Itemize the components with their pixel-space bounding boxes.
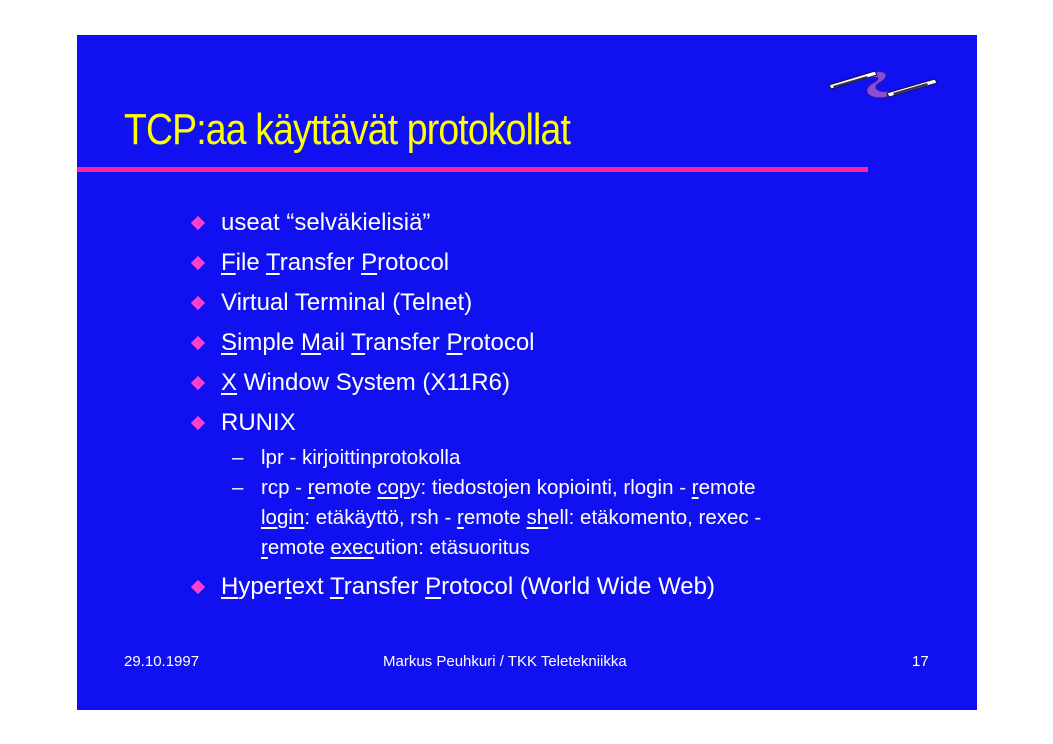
text-segment: rotocol — [377, 249, 450, 276]
bullet-list — [190, 203, 761, 607]
bullet-item — [190, 283, 761, 323]
footer-author: Markus Peuhkuri / TKK Teletekniikka — [383, 653, 627, 670]
sub-bullet-item — [190, 443, 761, 473]
sub-bullet-item — [190, 473, 761, 563]
text-segment: yper — [238, 573, 286, 600]
underlined-text: r — [456, 506, 464, 529]
sub-bullet-line — [261, 503, 761, 533]
underlined-text: S — [221, 329, 238, 356]
bullet-item — [190, 203, 761, 243]
text-segment: ransfer — [279, 249, 362, 276]
bullet-item — [190, 323, 761, 363]
sub-bullet-list — [190, 443, 761, 563]
underlined-text: P — [446, 329, 463, 356]
diamond-bullet-icon — [191, 256, 205, 270]
underlined-text: T — [351, 329, 366, 356]
text-segment: emote — [463, 506, 527, 529]
footer-date: 29.10.1997 — [124, 653, 200, 670]
text-segment: ile — [235, 249, 266, 276]
dash-bullet-icon: – — [232, 446, 244, 469]
text-segment: useat “selväkielisiä” — [221, 209, 431, 236]
slide-title: TCP:aa käyttävät protokollat — [124, 105, 571, 154]
network-logo-icon — [827, 63, 942, 108]
bullet-item — [190, 567, 761, 607]
underlined-text: X — [221, 369, 238, 396]
sub-bullet-line — [261, 443, 761, 473]
underlined-text: M — [301, 329, 322, 356]
bullet-item — [190, 403, 761, 443]
underlined-text: r — [261, 536, 268, 559]
text-segment: emote — [698, 476, 756, 499]
underlined-text: sh — [526, 506, 549, 529]
slide — [77, 35, 977, 710]
underlined-text: t — [285, 573, 292, 600]
text-segment: emote — [314, 476, 378, 499]
text-segment: emote — [267, 536, 331, 559]
sub-bullet-line — [261, 533, 761, 563]
underlined-text: F — [221, 249, 236, 276]
text-segment: ail — [321, 329, 352, 356]
underlined-text: P — [361, 249, 378, 276]
underlined-text: P — [425, 573, 442, 600]
text-segment: ransfer — [365, 329, 447, 356]
diamond-bullet-icon — [191, 416, 205, 430]
underlined-text: T — [265, 249, 280, 276]
text-segment: Virtual Terminal (Telnet) — [221, 289, 473, 316]
dash-bullet-icon: – — [232, 476, 244, 499]
text-segment: : etäkäyttö, rsh - — [304, 506, 457, 529]
underlined-text: cop — [377, 476, 411, 499]
title-divider — [77, 167, 868, 172]
underlined-text: T — [329, 573, 344, 600]
diamond-bullet-icon — [191, 216, 205, 230]
text-segment: rotocol — [462, 329, 535, 356]
diamond-bullet-icon — [191, 296, 205, 310]
diamond-bullet-icon — [191, 580, 205, 594]
text-segment: rcp - — [261, 476, 308, 499]
underlined-text: exec — [330, 536, 374, 559]
diamond-bullet-icon — [191, 376, 205, 390]
underlined-text: r — [307, 476, 315, 499]
bullet-item — [190, 243, 761, 283]
text-segment: rotocol (World Wide Web) — [441, 573, 715, 600]
text-segment: lpr - kirjoittinprotokolla — [261, 446, 461, 469]
footer-page-number: 17 — [912, 653, 929, 670]
text-segment: ell: etäkomento, rexec - — [548, 506, 762, 529]
text-segment: ext — [291, 573, 330, 600]
underlined-text: r — [691, 476, 699, 499]
text-segment: y: tiedostojen kopiointi, rlogin - — [410, 476, 692, 499]
diamond-bullet-icon — [191, 336, 205, 350]
bullet-item — [190, 363, 761, 403]
underlined-text: H — [221, 573, 239, 600]
sub-bullet-line — [261, 473, 761, 503]
text-segment: imple — [237, 329, 302, 356]
underlined-text: login — [261, 506, 305, 529]
text-segment: Window System (X11R6) — [237, 369, 510, 396]
text-segment: ution: etäsuoritus — [373, 536, 530, 559]
text-segment: ransfer — [343, 573, 426, 600]
text-segment: RUNIX — [221, 409, 296, 436]
